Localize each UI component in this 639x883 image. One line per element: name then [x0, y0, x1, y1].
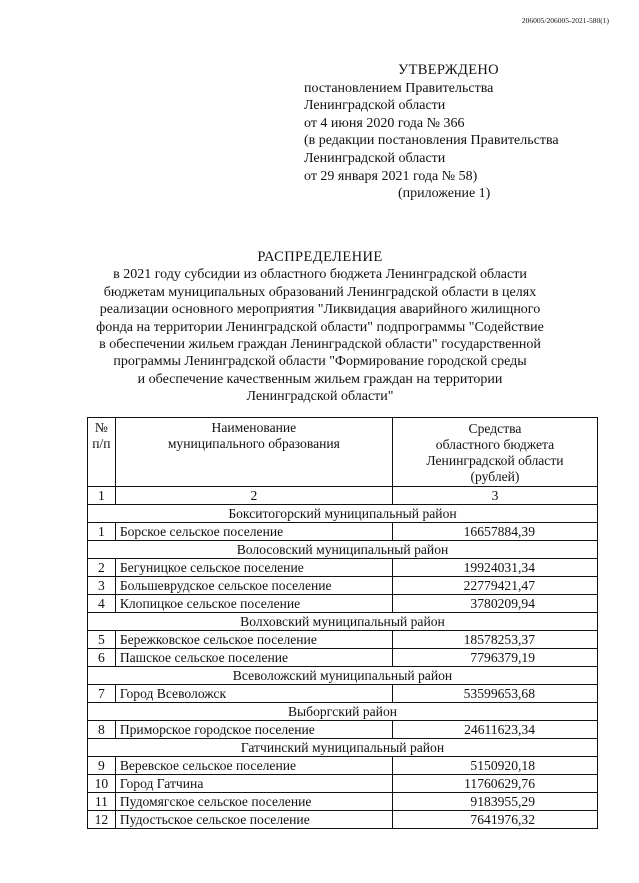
header-text: п/п: [92, 436, 111, 451]
table-row: [88, 577, 598, 595]
title-heading: РАСПРЕДЕЛЕНИЕ: [257, 249, 383, 265]
approval-line: (в редакции постановления Правительства: [304, 133, 559, 149]
municipality-name: Бережковское сельское поселение: [115, 631, 392, 649]
approval-annex: (приложение 1): [398, 186, 491, 202]
table-row: [88, 721, 598, 739]
row-number: 12: [88, 811, 116, 829]
table-row: [88, 757, 598, 775]
row-number: 3: [88, 577, 116, 595]
municipality-name: Бегуницкое сельское поселение: [115, 559, 392, 577]
row-number: 1: [88, 523, 116, 541]
municipality-name: Город Всеволожск: [115, 685, 392, 703]
district-name: Волосовский муниципальный район: [88, 541, 598, 559]
table-body: [88, 487, 598, 829]
table-row: [88, 685, 598, 703]
row-number: 2: [88, 559, 116, 577]
municipality-name: Пудомягское сельское поселение: [115, 793, 392, 811]
approval-line: от 4 июня 2020 года № 366: [304, 115, 465, 131]
funds-value: 16657884,39: [392, 523, 597, 541]
funds-value: 7796379,19: [392, 649, 597, 667]
table-row: [88, 811, 598, 829]
funds-value: 7641976,32: [392, 811, 597, 829]
header-text: Наименование: [211, 420, 297, 435]
title-line: бюджетам муниципальных образований Ленинградской области в целях: [103, 284, 537, 300]
row-number: 8: [88, 721, 116, 739]
district-row: [88, 613, 598, 631]
district-row: [88, 667, 598, 685]
row-number: 7: [88, 685, 116, 703]
approval-line: Ленинградской области: [304, 150, 446, 166]
district-row: [88, 703, 598, 721]
title-line: программы Ленинградской области "Формирование городской среды: [113, 354, 527, 370]
header-text: муниципального образования: [167, 436, 340, 451]
row-number: 11: [88, 793, 116, 811]
column-index-row: [88, 487, 598, 505]
title-line: реализации основного мероприятия "Ликвидация аварийного жилищного: [99, 302, 541, 318]
funds-value: 9183955,29: [392, 793, 597, 811]
header-number: [88, 418, 116, 487]
funds-value: 18578253,37: [392, 631, 597, 649]
title-line: Ленинградской области": [246, 389, 394, 405]
approval-line: Ленинградской области: [304, 98, 446, 114]
index-cell: 2: [115, 487, 392, 505]
approval-line: от 29 января 2021 года № 58): [304, 168, 478, 184]
index-cell: 1: [88, 487, 116, 505]
table-row: [88, 649, 598, 667]
district-name: Всеволожский муниципальный район: [88, 667, 598, 685]
document-id: 206005/206005-2021-580(1): [521, 16, 609, 25]
district-row: [88, 739, 598, 757]
approval-line: постановлением Правительства: [304, 80, 494, 96]
table-row: [88, 595, 598, 613]
funds-value: 5150920,18: [392, 757, 597, 775]
municipality-name: Веревское сельское поселение: [115, 757, 392, 775]
municipality-name: Борское сельское поселение: [115, 523, 392, 541]
municipality-name: Клопицкое сельское поселение: [115, 595, 392, 613]
table-row: [88, 559, 598, 577]
title-line: в 2021 году субсидии из областного бюджета Ленинградской области: [113, 267, 527, 283]
table-row: [88, 631, 598, 649]
title-line: фонда на территории Ленинградской области" подпрограммы "Содействие: [96, 319, 544, 335]
municipality-name: Город Гатчина: [115, 775, 392, 793]
table-row: [88, 793, 598, 811]
district-row: [88, 541, 598, 559]
funds-value: 53599653,68: [392, 685, 597, 703]
row-number: 10: [88, 775, 116, 793]
district-name: Волховский муниципальный район: [88, 613, 598, 631]
funds-value: 19924031,34: [392, 559, 597, 577]
header-text: Ленинградской области: [426, 453, 564, 468]
header-text: №: [94, 420, 108, 435]
index-cell: 3: [392, 487, 597, 505]
district-name: Выборгский район: [88, 703, 598, 721]
header-text: Средства: [468, 421, 522, 436]
distribution-table: [87, 417, 598, 829]
row-number: 5: [88, 631, 116, 649]
row-number: 6: [88, 649, 116, 667]
funds-value: 3780209,94: [392, 595, 597, 613]
header-text: (рублей): [470, 469, 520, 484]
approval-heading: УТВЕРЖДЕНО: [398, 62, 499, 78]
table-row: [88, 775, 598, 793]
municipality-name: Пудостьское сельское поселение: [115, 811, 392, 829]
district-row: [88, 505, 598, 523]
district-name: Гатчинский муниципальный район: [88, 739, 598, 757]
title-line: и обеспечение качественным жильем граждан на территории: [137, 371, 503, 387]
row-number: 9: [88, 757, 116, 775]
header-funds: [392, 418, 597, 487]
title-line: в обеспечении жильем граждан Ленинградской области" государственной: [99, 337, 541, 353]
table-header-row: [88, 418, 598, 487]
funds-value: 24611623,34: [392, 721, 597, 739]
table-row: [88, 523, 598, 541]
district-name: Бокситогорский муниципальный район: [88, 505, 598, 523]
municipality-name: Пашское сельское поселение: [115, 649, 392, 667]
municipality-name: Приморское городское поселение: [115, 721, 392, 739]
funds-value: 22779421,47: [392, 577, 597, 595]
funds-value: 11760629,76: [392, 775, 597, 793]
approval-stamp: [304, 62, 559, 203]
header-name: [115, 418, 392, 487]
document-title: [40, 249, 600, 406]
header-text: областного бюджета: [435, 437, 555, 452]
row-number: 4: [88, 595, 116, 613]
municipality-name: Большеврудское сельское поселение: [115, 577, 392, 595]
